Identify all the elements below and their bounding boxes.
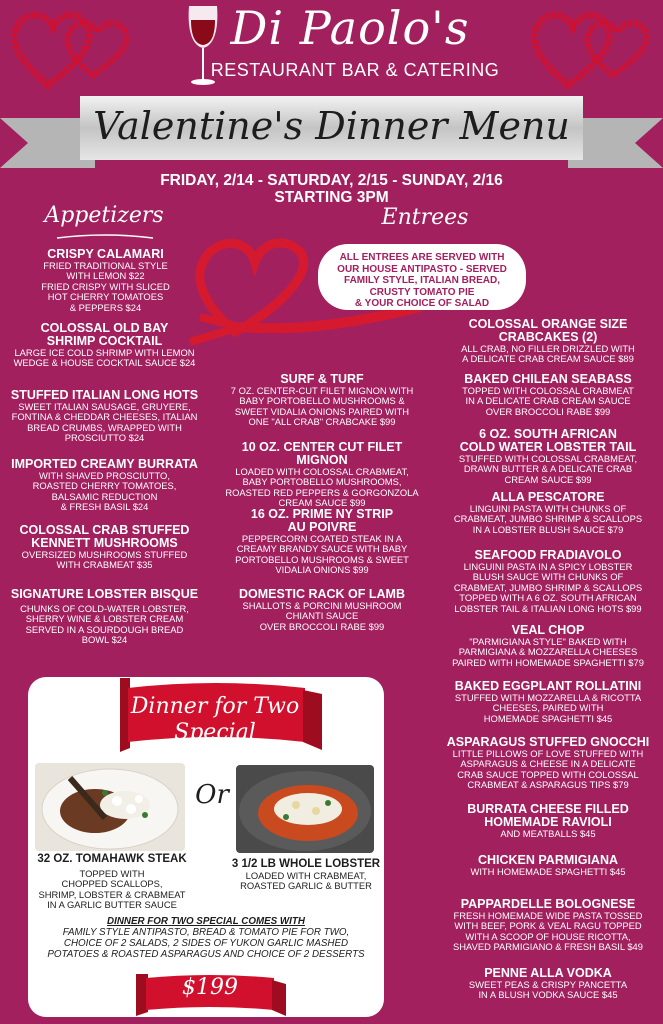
item-desc: WITH LEMON $22 xyxy=(66,270,145,282)
option-whole-lobster xyxy=(226,858,386,892)
appetizer-lobster-bisque xyxy=(2,588,207,646)
item-desc: BABY PORTOBELLO MUSHROOMS, xyxy=(242,476,402,488)
whole-lobster-photo xyxy=(236,765,374,853)
item-desc: CREAM SAUCE $99 xyxy=(278,497,366,509)
entree-alla-pescatore xyxy=(437,491,659,535)
item-desc: WITH BEEF, PORK & VEAL RAGU TOPPED xyxy=(454,920,642,932)
item-desc: PORTOBELLO MUSHROOMS & SWEET xyxy=(235,553,409,565)
entree-rack-of-lamb xyxy=(222,588,422,632)
item-desc: CHUNKS OF COLD-WATER LOBSTER, xyxy=(20,603,189,614)
item-desc: SHALLOTS & PORCINI MUSHROOM xyxy=(242,600,402,611)
item-name: 16 OZ. PRIME NY STRIP xyxy=(250,507,394,521)
item-desc: LOADED WITH COLOSSAL CRABMEAT, xyxy=(235,466,409,477)
item-desc: LITTLE PILLOWS OF LOVE STUFFED WITH xyxy=(452,748,644,759)
item-name: ALLA PESCATORE xyxy=(491,490,605,504)
item-desc: PEPPERCORN COATED STEAK IN A xyxy=(241,533,403,544)
item-desc: FRESH HOMEMADE WIDE PASTA TOSSED xyxy=(453,910,643,921)
item-desc: OVERSIZED MUSHROOMS STUFFED xyxy=(21,549,188,560)
item-desc: BLUSH SAUCE WITH CHUNKS OF xyxy=(472,571,624,583)
item-name: IMPORTED CREAMY BURRATA xyxy=(11,457,198,471)
item-name: PENNE ALLA VODKA xyxy=(484,966,612,980)
brand-subtitle: RESTAURANT BAR & CATERING xyxy=(210,60,500,80)
item-desc: TOPPED WITH A 6 OZ. SOUTH AFRICAN xyxy=(459,592,637,604)
entree-ny-strip xyxy=(222,508,422,576)
entree-pappardelle xyxy=(437,898,659,953)
item-desc: OVER BROCCOLI RABE $99 xyxy=(259,620,385,632)
item-desc: SWEET ITALIAN SAUSAGE, GRUYERE, xyxy=(18,401,191,412)
item-desc: HOT CHERRY TOMATOES xyxy=(47,291,164,303)
notice-line: ALL ENTREES ARE SERVED WITH xyxy=(339,252,505,263)
item-desc: CHIANTI SAUCE xyxy=(285,610,359,622)
item-desc: STUFFED WITH COLOSSAL CRABMEAT, xyxy=(458,453,638,464)
item-desc: WITH SHAVED PROSCIUTTO, xyxy=(39,470,170,481)
title-line: Special xyxy=(174,720,256,745)
item-desc: WEDGE & HOUSE COCKTAIL SAUCE $24 xyxy=(13,357,196,369)
item-desc: LOBSTER TAIL & ITALIAN LONG HOTS $99 xyxy=(454,602,642,614)
item-desc: DRAWN BUTTER & A DELICATE CRAB xyxy=(463,463,633,475)
item-name: AU POIVRE xyxy=(287,520,357,534)
item-desc: ROASTED RED PEPPERS & GORGONZOLA xyxy=(225,486,419,498)
item-desc: IN A LOBSTER BLUSH SAUCE $79 xyxy=(472,523,624,535)
item-desc: "PARMIGIANA STYLE" BAKED WITH xyxy=(469,636,627,647)
item-desc: CRAB SAUCE TOPPED WITH COLOSSAL xyxy=(457,768,639,780)
item-desc: SHAVED PARMIGIANO & FRESH BASIL $49 xyxy=(453,941,643,953)
item-desc: HOMEMADE SPAGHETTI $45 xyxy=(483,712,613,724)
entrees-notice xyxy=(318,244,526,310)
item-desc: CRABMEAT & ASPARAGUS TIPS $79 xyxy=(467,779,629,791)
item-desc: ASPARAGUS & CHEESE IN A DELICATE xyxy=(460,758,636,770)
item-name: BAKED CHILEAN SEABASS xyxy=(464,372,632,386)
item-name: CHICKEN PARMIGIANA xyxy=(477,853,619,867)
item-desc: PAIRED WITH HOMEMADE SPAGHETTI $79 xyxy=(452,656,644,668)
lobster-plate-image xyxy=(236,765,374,853)
entrees-heading: Entrees xyxy=(381,205,469,230)
item-desc: LINGUINI PASTA WITH CHUNKS OF xyxy=(469,503,627,514)
item-name: BAKED EGGPLANT ROLLATINI xyxy=(454,679,642,693)
or-divider: Or xyxy=(195,780,229,810)
item-name: SIGNATURE LOBSTER BISQUE xyxy=(10,587,199,601)
item-desc: PROSCIUTTO $24 xyxy=(64,432,145,444)
item-desc: & PEPPERS $24 xyxy=(69,301,142,313)
item-name: COLOSSAL CRAB STUFFED xyxy=(19,523,190,537)
item-desc: TOPPED WITH COLOSSAL CRABMEAT xyxy=(462,385,634,396)
entree-seafood-fradiavolo xyxy=(437,549,659,614)
item-desc: SHERRY WINE & LOBSTER CREAM xyxy=(25,613,184,625)
item-name: CRABCAKES (2) xyxy=(498,330,598,344)
item-desc: & FRESH BASIL $24 xyxy=(60,501,149,513)
appetizer-crab-mushrooms xyxy=(2,524,207,571)
dates-line-1: FRIDAY, 2/14 - SATURDAY, 2/15 - SUNDAY, 2/16 xyxy=(160,172,503,189)
item-name: 32 OZ. TOMAHAWK STEAK xyxy=(37,853,187,865)
includes-line: FAMILY STYLE ANTIPASTO, BREAD & TOMATO PIE FOR TWO, xyxy=(62,927,350,938)
dinner-for-two-includes xyxy=(36,916,376,960)
includes-line: CHOICE OF 2 SALADS, 2 SIDES OF YUKON GARLIC MASHED xyxy=(63,938,349,949)
item-name: HOMEMADE RAVIOLI xyxy=(484,815,612,829)
notice-line: CRUSTY TOMATO PIE xyxy=(369,286,475,298)
notice-line: FAMILY STYLE, ITALIAN BREAD, xyxy=(344,275,500,286)
item-desc: CRABMEAT, JUMBO SHRIMP & SCALLOPS xyxy=(453,513,643,525)
item-desc: WITH CRABMEAT $35 xyxy=(56,559,153,571)
appetizers-heading: Appetizers xyxy=(44,203,164,228)
item-desc: VIDALIA ONIONS $99 xyxy=(275,564,369,576)
menu-title: Valentine's Dinner Menu xyxy=(93,104,570,148)
entree-ravioli xyxy=(437,803,659,839)
brand-name: Di Paolo's xyxy=(230,1,470,55)
item-name: 10 OZ. CENTER CUT FILET MIGNON xyxy=(241,440,403,467)
rose-hearts-right xyxy=(528,5,653,90)
item-name: VEAL CHOP xyxy=(511,623,585,637)
notice-line: & YOUR CHOICE OF SALAD xyxy=(354,298,490,309)
item-name: BURRATA CHEESE FILLED xyxy=(467,802,629,816)
dinner-for-two-title xyxy=(130,694,300,746)
rose-hearts-left xyxy=(8,5,133,90)
entree-penne-vodka xyxy=(437,967,659,1001)
item-name: SHRIMP COCKTAIL xyxy=(46,334,163,348)
item-desc: BOWL $24 xyxy=(81,634,128,646)
item-desc: ROASTED GARLIC & BUTTER xyxy=(240,880,372,892)
item-desc: CREAM SAUCE $99 xyxy=(504,473,592,485)
item-desc: 7 OZ. CENTER-CUT FILET MIGNON WITH xyxy=(230,385,414,396)
item-desc: OVER BROCCOLI RABE $99 xyxy=(485,405,611,417)
item-name: PAPPARDELLE BOLOGNESE xyxy=(460,897,636,911)
item-desc: LOADED WITH CRABMEAT, xyxy=(245,870,367,881)
dates-line-2: STARTING 3PM xyxy=(274,189,389,206)
item-desc: LARGE ICE COLD SHRIMP WITH LEMON xyxy=(14,347,195,358)
entree-chicken-parmigiana xyxy=(437,854,659,877)
item-desc: TOPPED WITH xyxy=(79,868,145,879)
item-desc: SWEET PEAS & CRISPY PANCETTA xyxy=(468,979,628,990)
steak-plate-image xyxy=(35,763,185,851)
item-name: COLOSSAL ORANGE SIZE xyxy=(468,317,628,331)
event-dates xyxy=(40,172,623,206)
item-name: COLOSSAL OLD BAY xyxy=(40,321,169,335)
item-desc: AND MEATBALLS $45 xyxy=(500,828,596,839)
item-desc: ROASTED CHERRY TOMATOES, xyxy=(32,480,177,492)
item-name: COLD WATER LOBSTER TAIL xyxy=(459,440,637,454)
item-desc: FRIED TRADITIONAL STYLE xyxy=(43,260,168,271)
notice-line: OUR HOUSE ANTIPASTO - SERVED xyxy=(337,263,507,275)
entree-surf-turf xyxy=(222,373,422,428)
item-desc: SHRIMP, LOBSTER & CRABMEAT xyxy=(38,888,186,900)
entree-gnocchi xyxy=(437,736,659,791)
item-name: ASPARAGUS STUFFED GNOCCHI xyxy=(446,735,650,749)
item-desc: WITH A SCOOP OF HOUSE RICOTTA, xyxy=(465,930,631,942)
item-name: STUFFED ITALIAN LONG HOTS xyxy=(10,388,199,402)
item-desc: BREAD CRUMBS, WRAPPED WITH xyxy=(27,421,182,433)
entree-seabass xyxy=(437,373,659,417)
item-desc: SERVED IN A SOURDOUGH BREAD xyxy=(25,623,184,635)
item-desc: A DELICATE CRAB CREAM SAUCE $89 xyxy=(462,353,634,365)
includes-line: POTATOES & ROASTED ASPARAGUS AND CHOICE OF 2 DESSERTS xyxy=(47,949,365,960)
item-desc: IN A GARLIC BUTTER SAUCE xyxy=(47,899,177,911)
dinner-for-two-price: $199 xyxy=(182,975,238,1000)
item-desc: ALL CRAB, NO FILLER DRIZZLED WITH xyxy=(461,343,635,354)
item-desc: FONTINA & CHEDDAR CHEESES, ITALIAN xyxy=(11,411,198,423)
item-desc: ONE "ALL CRAB" CRABCAKE $99 xyxy=(248,416,396,428)
item-desc: FRIED CRISPY WITH SLICED xyxy=(41,280,170,292)
item-desc: LINGUINI PASTA IN A SPICY LOBSTER xyxy=(463,561,633,572)
option-tomahawk-steak xyxy=(32,853,192,911)
item-name: CRISPY CALAMARI xyxy=(47,247,164,261)
title-line: Dinner for Two xyxy=(130,694,300,719)
item-desc: CHEESES, PAIRED WITH xyxy=(492,702,604,714)
item-name: SEAFOOD FRADIAVOLO xyxy=(474,548,622,562)
appetizer-shrimp-cocktail xyxy=(2,322,207,369)
item-name: SURF & TURF xyxy=(280,372,364,386)
item-desc: SWEET VIDALIA ONIONS PAIRED WITH xyxy=(234,405,410,417)
item-name: KENNETT MUSHROOMS xyxy=(31,536,178,550)
item-desc: PARMIGIANA & MOZZARELLA CHEESES xyxy=(458,646,638,658)
item-name: 3 1/2 LB WHOLE LOBSTER xyxy=(231,858,381,870)
item-name: DOMESTIC RACK OF LAMB xyxy=(239,587,405,601)
item-desc: IN A BLUSH VODKA SAUCE $45 xyxy=(478,989,618,1001)
item-desc: STUFFED WITH MOZZARELLA & RICOTTA xyxy=(454,692,642,703)
item-name: 6 OZ. SOUTH AFRICAN xyxy=(479,427,617,441)
item-desc: BABY PORTOBELLO MUSHROOMS & xyxy=(239,395,405,407)
item-desc: CHOPPED SCALLOPS, xyxy=(61,878,163,890)
appetizer-burrata xyxy=(2,458,207,513)
entree-lobster-tail xyxy=(437,428,659,485)
item-desc: WITH HOMEMADE SPAGHETTI $45 xyxy=(470,866,626,877)
appetizer-crispy-calamari xyxy=(8,248,203,313)
appetizer-long-hots xyxy=(2,389,207,444)
entree-filet-mignon xyxy=(218,441,426,509)
item-desc: BALSAMIC REDUCTION xyxy=(51,490,158,502)
includes-heading: DINNER FOR TWO SPECIAL COMES WITH xyxy=(107,916,305,927)
entree-veal-chop xyxy=(437,624,659,668)
entree-crabcakes xyxy=(437,318,659,365)
appetizers-underline xyxy=(55,232,155,242)
item-desc: CRABMEAT, JUMBO SHRIMP & SCALLOPS xyxy=(453,581,643,593)
entree-eggplant-rollatini xyxy=(437,680,659,724)
item-desc: CREAMY BRANDY SAUCE WITH BABY xyxy=(236,543,408,555)
item-desc: IN A DELICATE CRAB CREAM SAUCE xyxy=(465,395,631,407)
tomahawk-steak-photo xyxy=(35,763,185,851)
